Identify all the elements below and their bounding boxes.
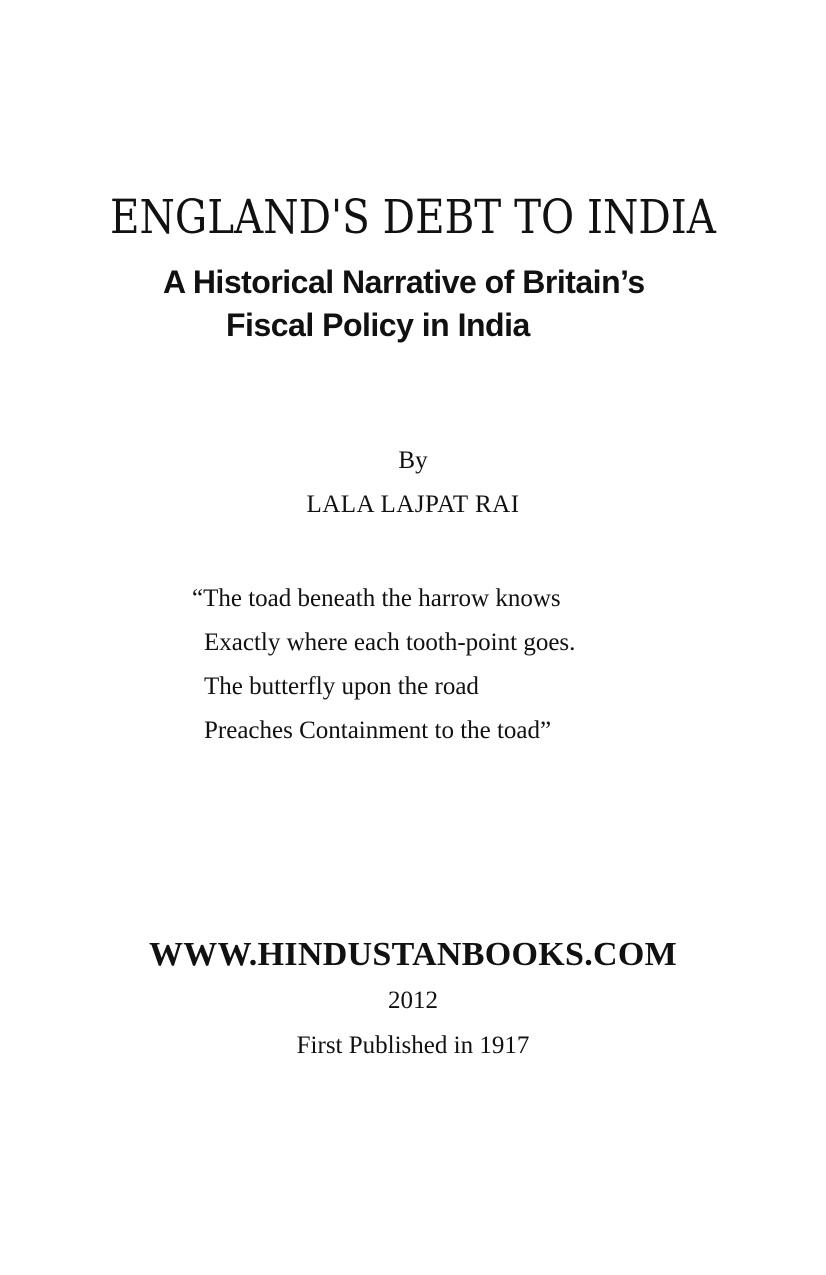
by-label: By [398, 447, 428, 474]
epigraph-line: The butterfly upon the road [204, 673, 479, 700]
publication-year: 2012 [388, 987, 438, 1014]
first-published-note: First Published in 1917 [296, 1032, 530, 1059]
subtitle-line-2: Fiscal Policy in India [226, 307, 530, 343]
author-name: LALA LAJPAT RAI [306, 491, 520, 518]
epigraph [192, 577, 575, 753]
book-title: ENGLAND'S DEBT TO INDIA [110, 190, 716, 245]
epigraph-line: Exactly where each tooth-point goes. [204, 629, 576, 656]
epigraph-line: “The toad beneath the harrow knows [192, 585, 561, 612]
publisher-website: WWW.HINDUSTANBOOKS.COM [148, 936, 677, 973]
epigraph-line: Preaches Containment to the toad” [204, 717, 552, 744]
subtitle-line-1: A Historical Narrative of Britain’s [163, 264, 645, 300]
